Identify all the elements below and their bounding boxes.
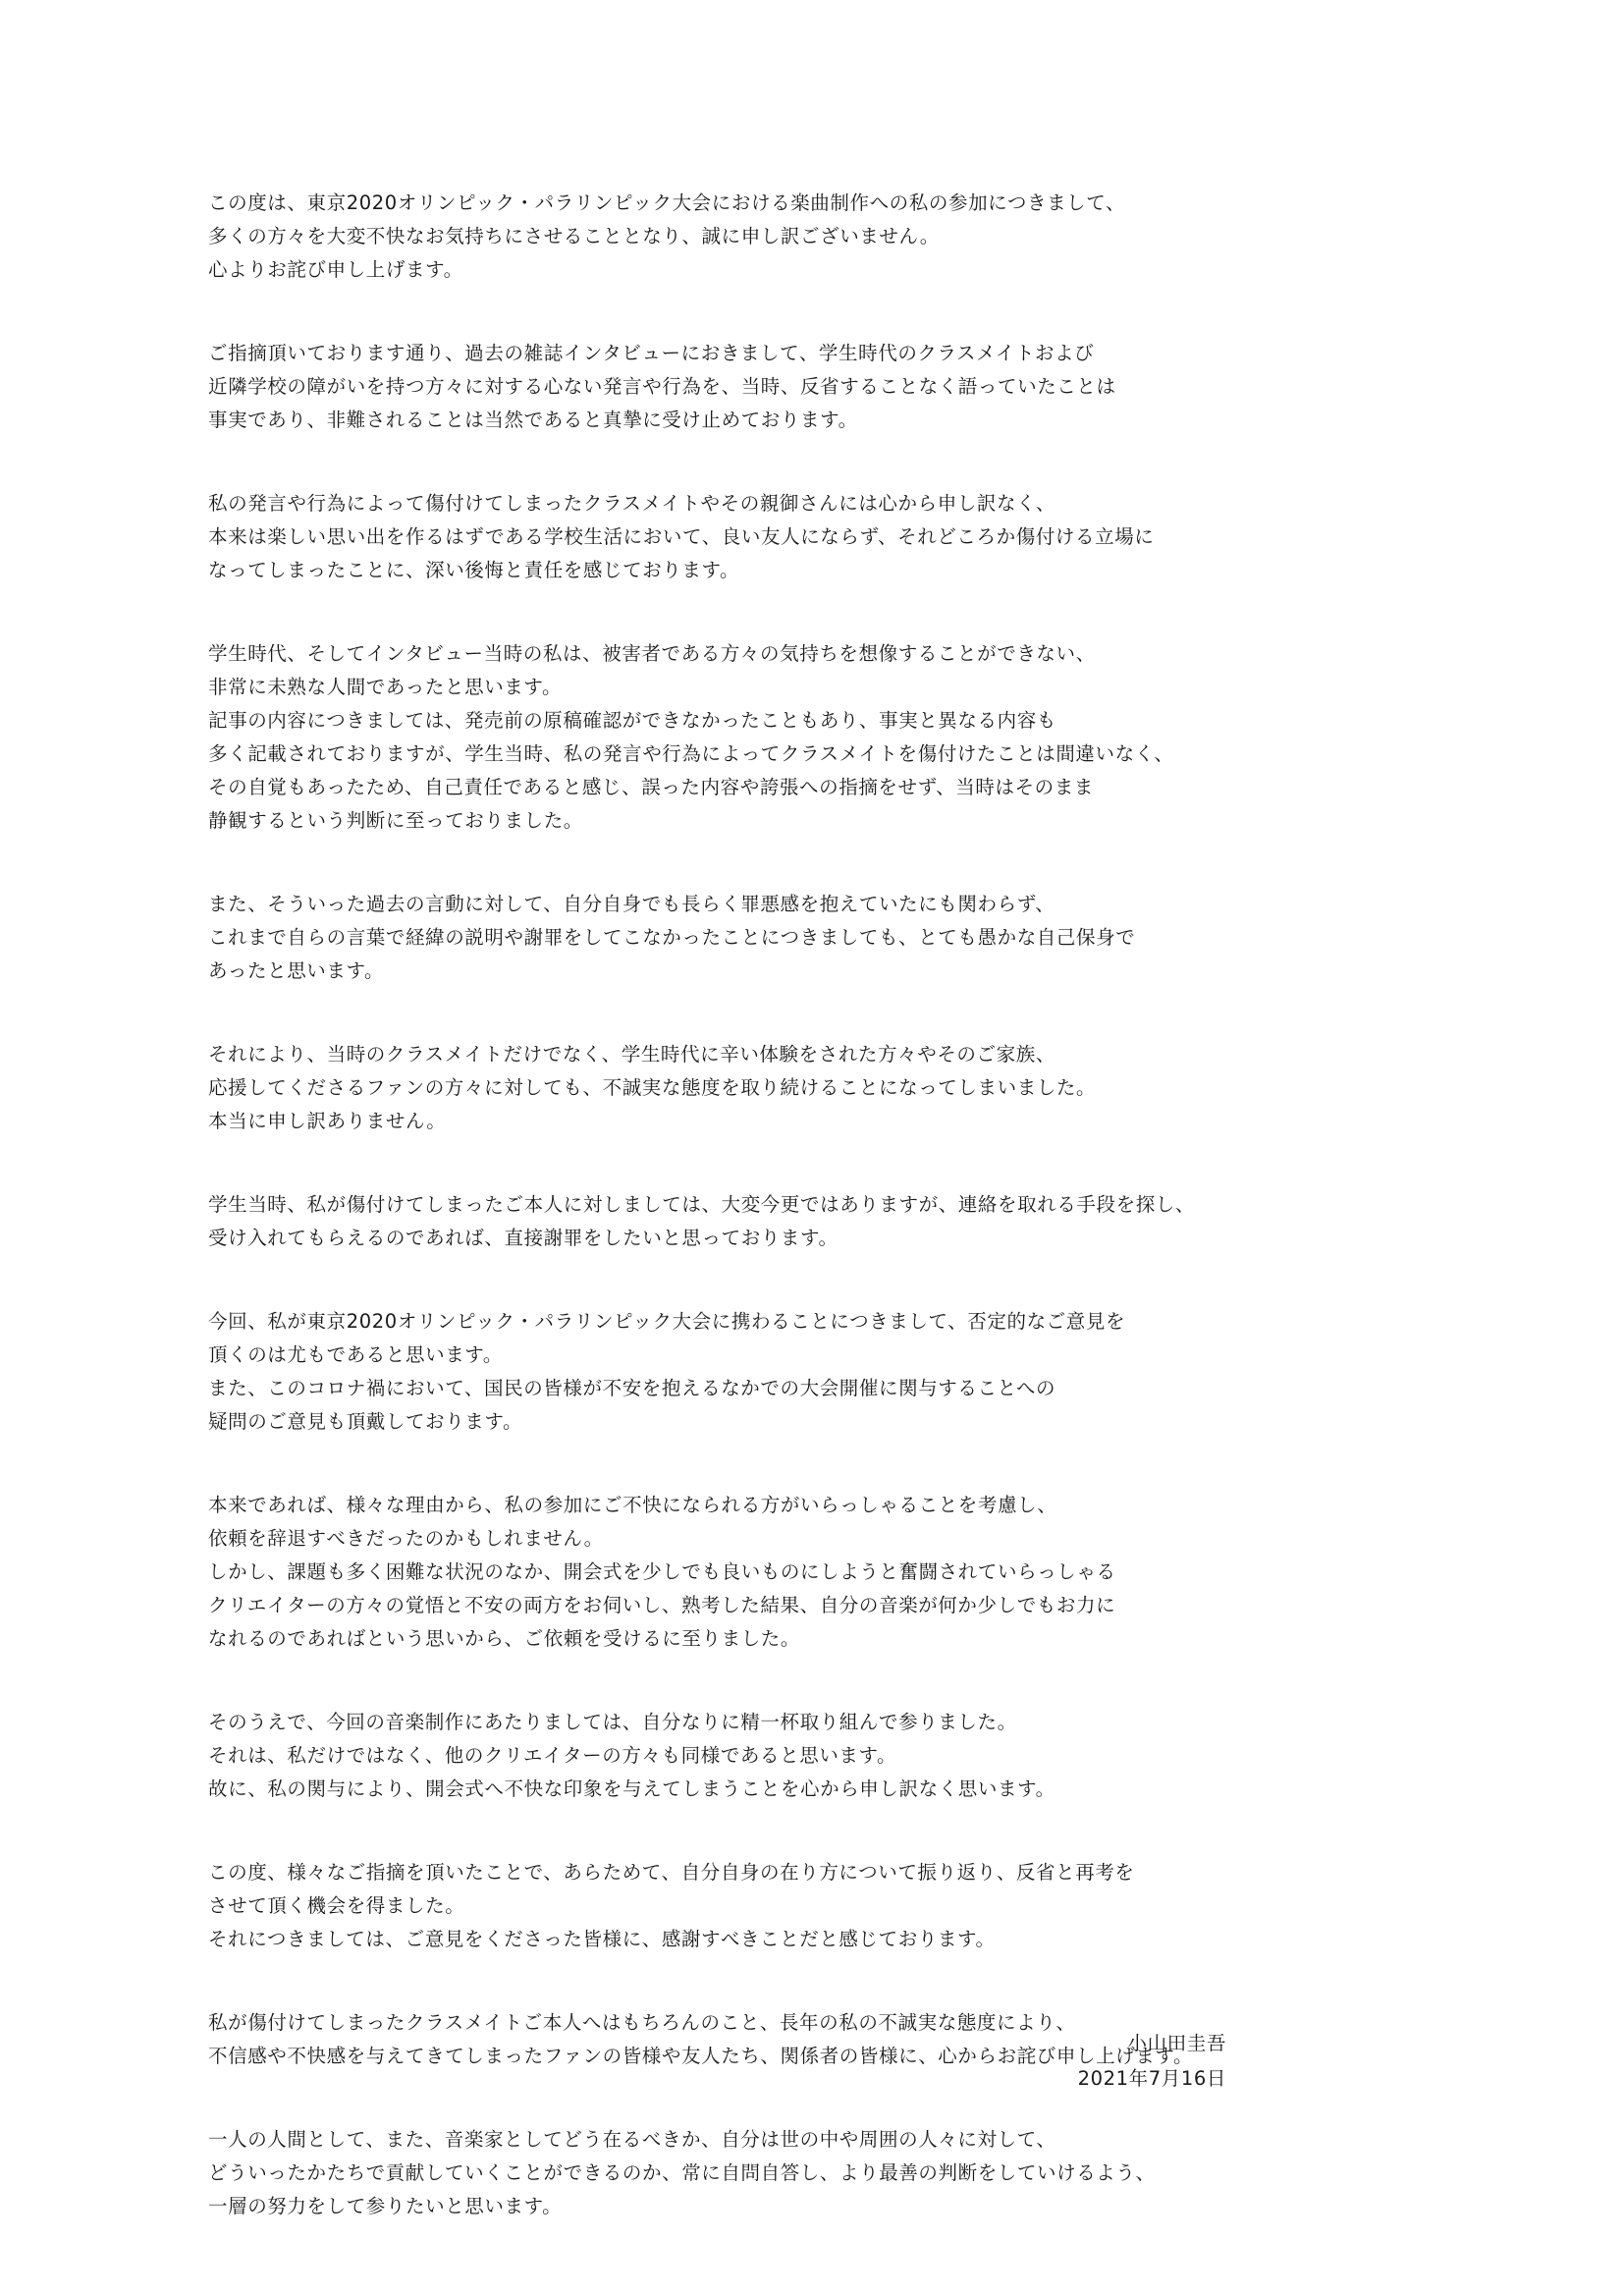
letter-paragraph xyxy=(208,1856,1514,1956)
paragraph-line: あったと思います。 xyxy=(208,959,385,982)
paragraph-line: 学生当時、私が傷付けてしまったご本人に対しましては、大変今更ではありますが、連絡を取れる手段を探し、 xyxy=(208,1193,1196,1216)
paragraph-line: 本来であれば、様々な理由から、私の参加にご不快になられる方がいらっしゃることを考慮し、 xyxy=(208,1494,1057,1516)
paragraph-line: 近隣学校の障がいを持つ方々に対する心ない発言や行為を、当時、反省することなく語っていたことは xyxy=(208,375,1116,398)
paragraph-line: 非常に未熟な人間であったと思います。 xyxy=(208,676,563,698)
paragraph-line: 事実であり、非難されることは当然であると真摯に受け止めております。 xyxy=(208,409,858,431)
paragraph-line: それは、私だけではなく、他のクリエイターの方々も同様であると思います。 xyxy=(208,1744,897,1767)
paragraph-line: 心よりお詫び申し上げます。 xyxy=(208,258,463,281)
paragraph-line: そのうえで、今回の音楽制作にあたりましては、自分なりに精一杯取り組んで参りました。 xyxy=(208,1711,1017,1733)
letter-paragraph xyxy=(208,1489,1514,1656)
paragraph-line: この度、様々なご指摘を頂いたことで、あらためて、自分自身の在り方について振り返り、反省と再考を xyxy=(208,1861,1135,1884)
paragraph-line: その自覚もあったため、自己責任であると感じ、誤った内容や誇張への指摘をせず、当時はそのまま xyxy=(208,776,1094,798)
letter-paragraph xyxy=(208,2123,1514,2223)
letter-paragraph xyxy=(208,1038,1514,1138)
paragraph-line: 不信感や不快感を与えてきてしまったファンの皆様や友人たち、関係者の皆様に、心からお詫び申し上げます。 xyxy=(208,2045,1194,2067)
paragraph-line: 一層の努力をして参りたいと思います。 xyxy=(208,2195,563,2217)
paragraph-line: 故に、私の関与により、開会式へ不快な印象を与えてしまうことを心から申し訳なく思います。 xyxy=(208,1777,1055,1800)
paragraph-line: しかし、課題も多く困難な状況のなか、開会式を少しでも良いものにしようと奮闘されていらっしゃる xyxy=(208,1560,1116,1583)
paragraph-line: 疑問のご意見も頂戴しております。 xyxy=(208,1410,523,1433)
letter-paragraph xyxy=(208,1305,1514,1439)
paragraph-line: 私の発言や行為によって傷付けてしまったクラスメイトやその親御さんには心から申し訳なく、 xyxy=(208,492,1055,515)
signature-name: 小山田圭吾 xyxy=(1127,2032,1226,2054)
signature-date: 2021年7月16日 xyxy=(1077,2067,1226,2090)
paragraph-line: なってしまったことに、深い後悔と責任を感じております。 xyxy=(208,559,740,581)
letter-paragraph xyxy=(208,187,1514,287)
paragraph-line: 多く記載されておりますが、学生当時、私の発言や行為によってクラスメイトを傷付けたことは間違いなく、 xyxy=(208,742,1174,765)
letter-paragraph xyxy=(208,637,1514,838)
paragraph-line: 私が傷付けてしまったクラスメイトご本人へはもちろんのこと、長年の私の不誠実な態度により、 xyxy=(208,2011,1076,2034)
letter-paragraph xyxy=(208,487,1514,587)
letter-body xyxy=(208,187,1514,2273)
letter-paragraph xyxy=(208,1706,1514,1806)
paragraph-line: 静観するという判断に至っておりました。 xyxy=(208,809,583,832)
paragraph-line: 依頼を辞退すべきだったのかもしれません。 xyxy=(208,1527,604,1550)
paragraph-line: ご指摘頂いております通り、過去の雑誌インタビューにおきまして、学生時代のクラスメイトおよび xyxy=(208,342,1095,364)
letter-paragraph xyxy=(208,2006,1514,2073)
letter-paragraph xyxy=(208,1188,1514,1255)
paragraph-line: 本来は楽しい思い出を作るはずである学校生活において、良い友人にならず、それどころか傷付ける立場に xyxy=(208,525,1155,548)
paragraph-line: 記事の内容につきましては、発売前の原稿確認ができなかったこともあり、事実と異なる内容も xyxy=(208,709,1056,732)
paragraph-line: 多くの方々を大変不快なお気持ちにさせることとなり、誠に申し訳ございません。 xyxy=(208,225,940,247)
paragraph-line: また、そういった過去の言動に対して、自分自身でも長らく罪悪感を抱えていたにも関わらず、 xyxy=(208,893,1055,915)
paragraph-line: クリエイターの方々の覚悟と不安の両方をお伺いし、熟考した結果、自分の音楽が何か少しでもお力に xyxy=(208,1594,1116,1616)
paragraph-line: 本当に申し訳ありません。 xyxy=(208,1110,447,1132)
paragraph-line: 応援してくださるファンの方々に対しても、不誠実な態度を取り続けることになってしまいました。 xyxy=(208,1076,1097,1099)
paragraph-line: また、このコロナ禍において、国民の皆様が不安を抱えるなかでの大会開催に関与することへの xyxy=(208,1377,1056,1399)
paragraph-line: それにより、当時のクラスメイトだけでなく、学生時代に辛い体験をされた方々やそのご家族、 xyxy=(208,1043,1055,1066)
letter-paragraph xyxy=(208,337,1514,437)
paragraph-line: 受け入れてもらえるのであれば、直接謝罪をしたいと思っております。 xyxy=(208,1227,839,1249)
paragraph-line: これまで自らの言葉で経緯の説明や謝罪をしてこなかったことにつきましても、とても愚かな自己保身で xyxy=(208,926,1136,949)
letter-paragraph xyxy=(208,888,1514,988)
paragraph-line: 学生時代、そしてインタビュー当時の私は、被害者である方々の気持ちを想像することができない、 xyxy=(208,642,1096,665)
paragraph-line: なれるのであればという思いから、ご依頼を受けるに至りました。 xyxy=(208,1627,801,1650)
paragraph-line: させて頂く機会を得ました。 xyxy=(208,1894,465,1917)
paragraph-line: 一人の人間として、また、音楽家としてどう在るべきか、自分は世の中や周囲の人々に対して、 xyxy=(208,2128,1056,2151)
signature-block xyxy=(1078,2026,1226,2097)
paragraph-line: 今回、私が東京2020オリンピック・パラリンピック大会に携わることにつきまして、否定的なご意見を xyxy=(208,1310,1126,1333)
paragraph-line: どういったかたちで貢献していくことができるのか、常に自問自答し、より最善の判断をしていけるよう、 xyxy=(208,2161,1156,2184)
paragraph-line: 頂くのは尤もであると思います。 xyxy=(208,1343,503,1366)
paragraph-line: この度は、東京2020オリンピック・パラリンピック大会における楽曲制作への私の参加につきまして、 xyxy=(208,191,1126,214)
paragraph-line: それにつきましては、ご意見をくださった皆様に、感謝すべきことだと感じております。 xyxy=(208,1928,996,1950)
